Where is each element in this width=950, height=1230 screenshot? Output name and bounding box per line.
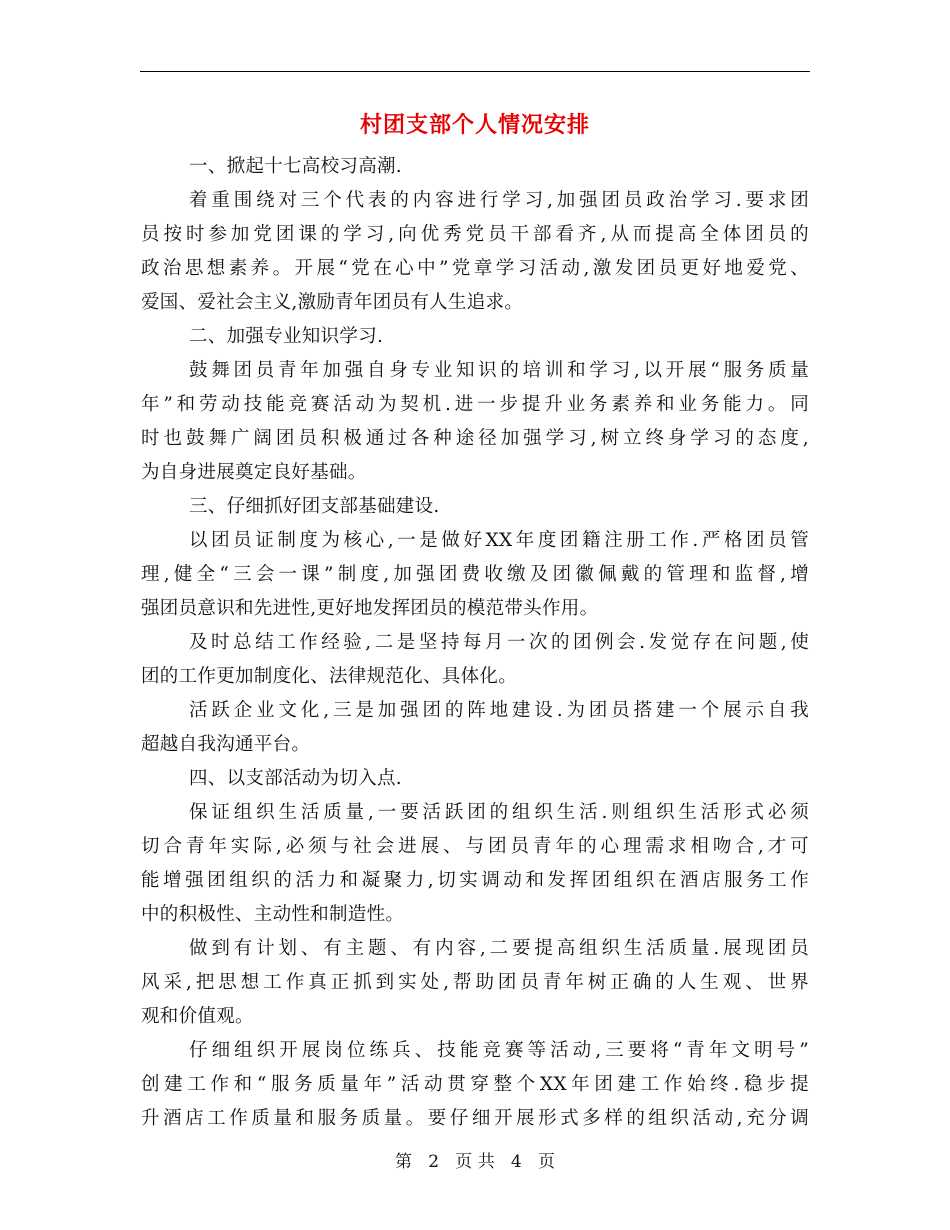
body-line: 能增强团组织的活力和凝聚力,切实调动和发挥团组织在酒店服务工作: [141, 870, 809, 891]
body-line: 政治思想素养。开展“党在心中”党章学习活动,激发团员更好地爱党、: [141, 258, 809, 279]
body-line: 升酒店工作质量和服务质量。要仔细开展形式多样的组织活动,充分调: [141, 1108, 809, 1129]
body-line: 以团员证制度为核心,一是做好XX年度团籍注册工作.严格团员管: [189, 530, 809, 551]
page-footer: [140, 1150, 810, 1174]
body-line: 为自身进展奠定良好基础。: [141, 462, 367, 483]
body-line: 创建工作和“服务质量年”活动贯穿整个XX年团建工作始终.稳步提: [141, 1074, 809, 1095]
body-line: 鼓舞团员青年加强自身专业知识的培训和学习,以开展“服务质量: [189, 360, 809, 381]
body-line: 观和价值观。: [141, 1006, 254, 1027]
document-body: [141, 150, 809, 1136]
footer-prefix: 第: [395, 1152, 413, 1172]
body-line: 时也鼓舞广阔团员积极通过各种途径加强学习,树立终身学习的态度,: [141, 428, 809, 449]
body-line: 风采,把思想工作真正抓到实处,帮助团员青年树正确的人生观、世界: [141, 972, 809, 993]
body-line: 团的工作更加制度化、法律规范化、具体化。: [141, 666, 518, 687]
body-line: 仔细组织开展岗位练兵、技能竞赛等活动,三要将“青年文明号”: [189, 1040, 809, 1061]
body-line: 做到有计划、有主题、有内容,二要提高组织生活质量.展现团员: [189, 938, 809, 959]
body-line: 及时总结工作经验,二是坚持每月一次的团例会.发觉存在问题,使: [189, 632, 809, 653]
body-line: 切合青年实际,必须与社会进展、与团员青年的心理需求相吻合,才可: [141, 836, 809, 857]
body-line: 四、以支部活动为切入点.: [189, 768, 402, 789]
current-page-number: 2: [428, 1152, 440, 1172]
body-line: 理,健全“三会一课”制度,加强团费收缴及团徽佩戴的管理和监督,增: [141, 564, 809, 585]
body-line: 一、掀起十七高校习高潮.: [189, 156, 402, 177]
document-title: 村团支部个人情况安排: [359, 112, 590, 138]
body-line: 二、加强专业知识学习.: [189, 326, 384, 347]
body-line: 保证组织生活质量,一要活跃团的组织生活.则组织生活形式必须: [189, 802, 809, 823]
body-line: 活跃企业文化,三是加强团的阵地建设.为团员搭建一个展示自我: [189, 700, 809, 721]
body-line: 着重围绕对三个代表的内容进行学习,加强团员政治学习.要求团: [189, 190, 809, 211]
body-line: 中的积极性、主动性和制造性。: [141, 904, 405, 925]
footer-mid: 页 共: [455, 1152, 495, 1172]
body-line: 超越自我沟通平台。: [141, 734, 311, 755]
body-line: 强团员意识和先进性,更好地发挥团员的模范带头作用。: [141, 598, 599, 619]
body-line: 爱国、爱社会主义,激励青年团员有人生追求。: [141, 292, 524, 313]
footer-suffix: 页: [537, 1152, 555, 1172]
total-pages-number: 4: [510, 1152, 522, 1172]
header-rule: [140, 71, 810, 72]
body-line: 三、仔细抓好团支部基础建设.: [189, 496, 440, 517]
body-line: 员按时参加党团课的学习,向优秀党员干部看齐,从而提高全体团员的: [141, 224, 809, 245]
body-line: 年”和劳动技能竞赛活动为契机.进一步提升业务素养和业务能力。同: [141, 394, 809, 415]
